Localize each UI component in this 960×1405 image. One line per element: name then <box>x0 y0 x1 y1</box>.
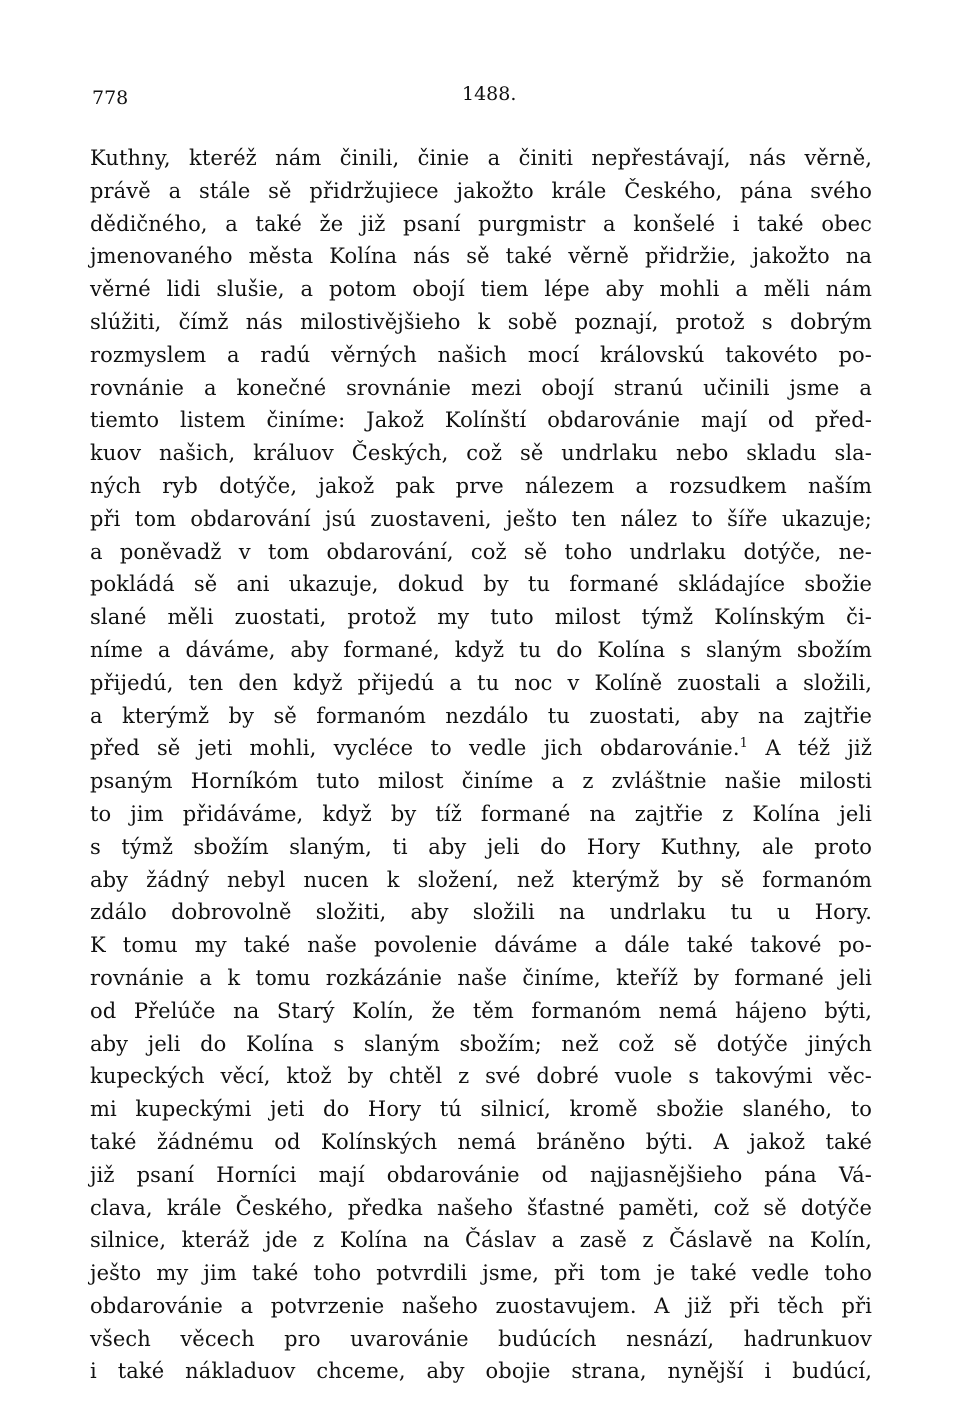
text-line: od Přelúče na Starý Kolín, že těm formanóm nemá hájeno býti, <box>90 998 872 1023</box>
text-line-with-footnote <box>90 732 872 765</box>
text-line: právě a stále sě přidržujiece jakožto krále Českého, pána svého <box>90 178 872 203</box>
text-line: ných ryb dotýče, jakož pak prve nálezem a rozsudkem naším <box>90 473 872 498</box>
text-line: tiemto listem činíme: Jakož Kolínští obdarovánie mají od před- <box>90 408 872 433</box>
text-line: mi kupeckými jeti do Hory tú silnicí, kromě sbožie slaného, to <box>90 1097 872 1122</box>
page-number: 778 <box>92 87 129 109</box>
running-head-year: 1488. <box>462 83 517 105</box>
text-line: věrné lidi slušie, a potom obojí tiem lépe aby mohli a měli nám <box>90 277 872 302</box>
text-line: clava, krále Českého, předka našeho šťastné paměti, což sě dotýče <box>90 1195 872 1220</box>
footnote-reference: 1 <box>739 736 748 752</box>
text-line: dědičného, a také že již psaní purgmistr a konšelé i také obec <box>90 211 872 236</box>
text-line: K tomu my také naše povolenie dáváme a dále také takové po- <box>90 933 872 958</box>
text-line: slané měli zuostati, protož my tuto milost týmž Kolínským či- <box>90 605 872 630</box>
text-line: aby žádný nebyl nucen k složení, než kterýmž by sě formanóm <box>90 867 872 892</box>
text-line: při tom obdarování jsú zuostaveni, ješto ten nález to šíře ukazuje; <box>90 506 872 531</box>
text-line: psaným Horníkóm tuto milost činíme a z zvláštnie našie milosti <box>90 769 872 794</box>
text-line: zdálo dobrovolně složiti, aby složili na undrlaku tu u Hory. <box>90 900 872 925</box>
text-line: aby jeli do Kolína s slaným sbožím; než což sě dotýče jiných <box>90 1031 872 1056</box>
text-line: slúžiti, čímž nás milostivějšieho k sobě poznají, protož s dobrým <box>90 309 872 334</box>
text-line: to jim přidáváme, když by tíž formané na zajtřie z Kolína jeli <box>90 801 872 826</box>
text-line: obdarovánie a potvrzenie našeho zuostavujem. A již při těch při <box>90 1293 872 1318</box>
text-line: s týmž sbožím slaným, ti aby jeli do Hory Kuthny, ale proto <box>90 834 872 859</box>
text-line: jmenovaného města Kolína nás sě také věrně přidržie, jakožto na <box>90 244 872 269</box>
text-line: ješto my jim také toho potvrdili jsme, při tom je také vedle toho <box>90 1261 872 1286</box>
text-line: přijedú, ten den když přijedú a tu noc v Kolíně zuostali a složili, <box>90 670 872 695</box>
text-line: Kuthny, kteréž nám činili, činie a činiti nepřestávají, nás věrně, <box>90 146 872 170</box>
text-line: také žádnému od Kolínských nemá bráněno býti. A jakož také <box>90 1129 872 1154</box>
text-line: všech věcech pro uvarovánie budúcích nesnází, hadrunkuov <box>90 1326 872 1351</box>
text-line: rovnánie a konečné srovnánie mezi obojí stranú učinili jsme a <box>90 375 872 400</box>
text-line: níme a dáváme, aby formané, když tu do Kolína s slaným sbožím <box>90 637 872 662</box>
text-line: rozmyslem a radú věrných našich mocí královskú takovéto po- <box>90 342 872 367</box>
text-line: a poněvadž v tom obdarování, což sě toho undrlaku dotýče, ne- <box>90 539 872 564</box>
text-line: kupeckých věcí, ktož by chtěl z své dobré vuole s takovými věc- <box>90 1064 872 1089</box>
text-line: a kterýmž by sě formanóm nezdálo tu zuostati, aby na zajtřie <box>90 703 872 728</box>
text-line: již psaní Horníci mají obdarovánie od najjasnějšieho pána Vá- <box>90 1162 872 1187</box>
text-line: rovnánie a k tomu rozkázánie naše činíme, kteříž by formané jeli <box>90 965 872 990</box>
text-line: silnice, kteráž jde z Kolína na Čáslav a zasě z Čáslavě na Kolín, <box>90 1228 872 1253</box>
text-line: i také nákladuov chceme, aby obojie strana, nynější i budúcí, <box>90 1359 872 1384</box>
text-line-start: před sě jeti mohli, vycléce to vedle jich obdarovánie. <box>90 736 740 761</box>
body-text <box>90 142 872 1388</box>
text-line: pokládá sě ani ukazuje, dokud by tu formané skládajíce sbožie <box>90 572 872 597</box>
text-line-tail: A též již <box>765 736 873 761</box>
text-line: kuov našich, králuov Českých, což sě undrlaku nebo skladu sla- <box>90 441 872 466</box>
